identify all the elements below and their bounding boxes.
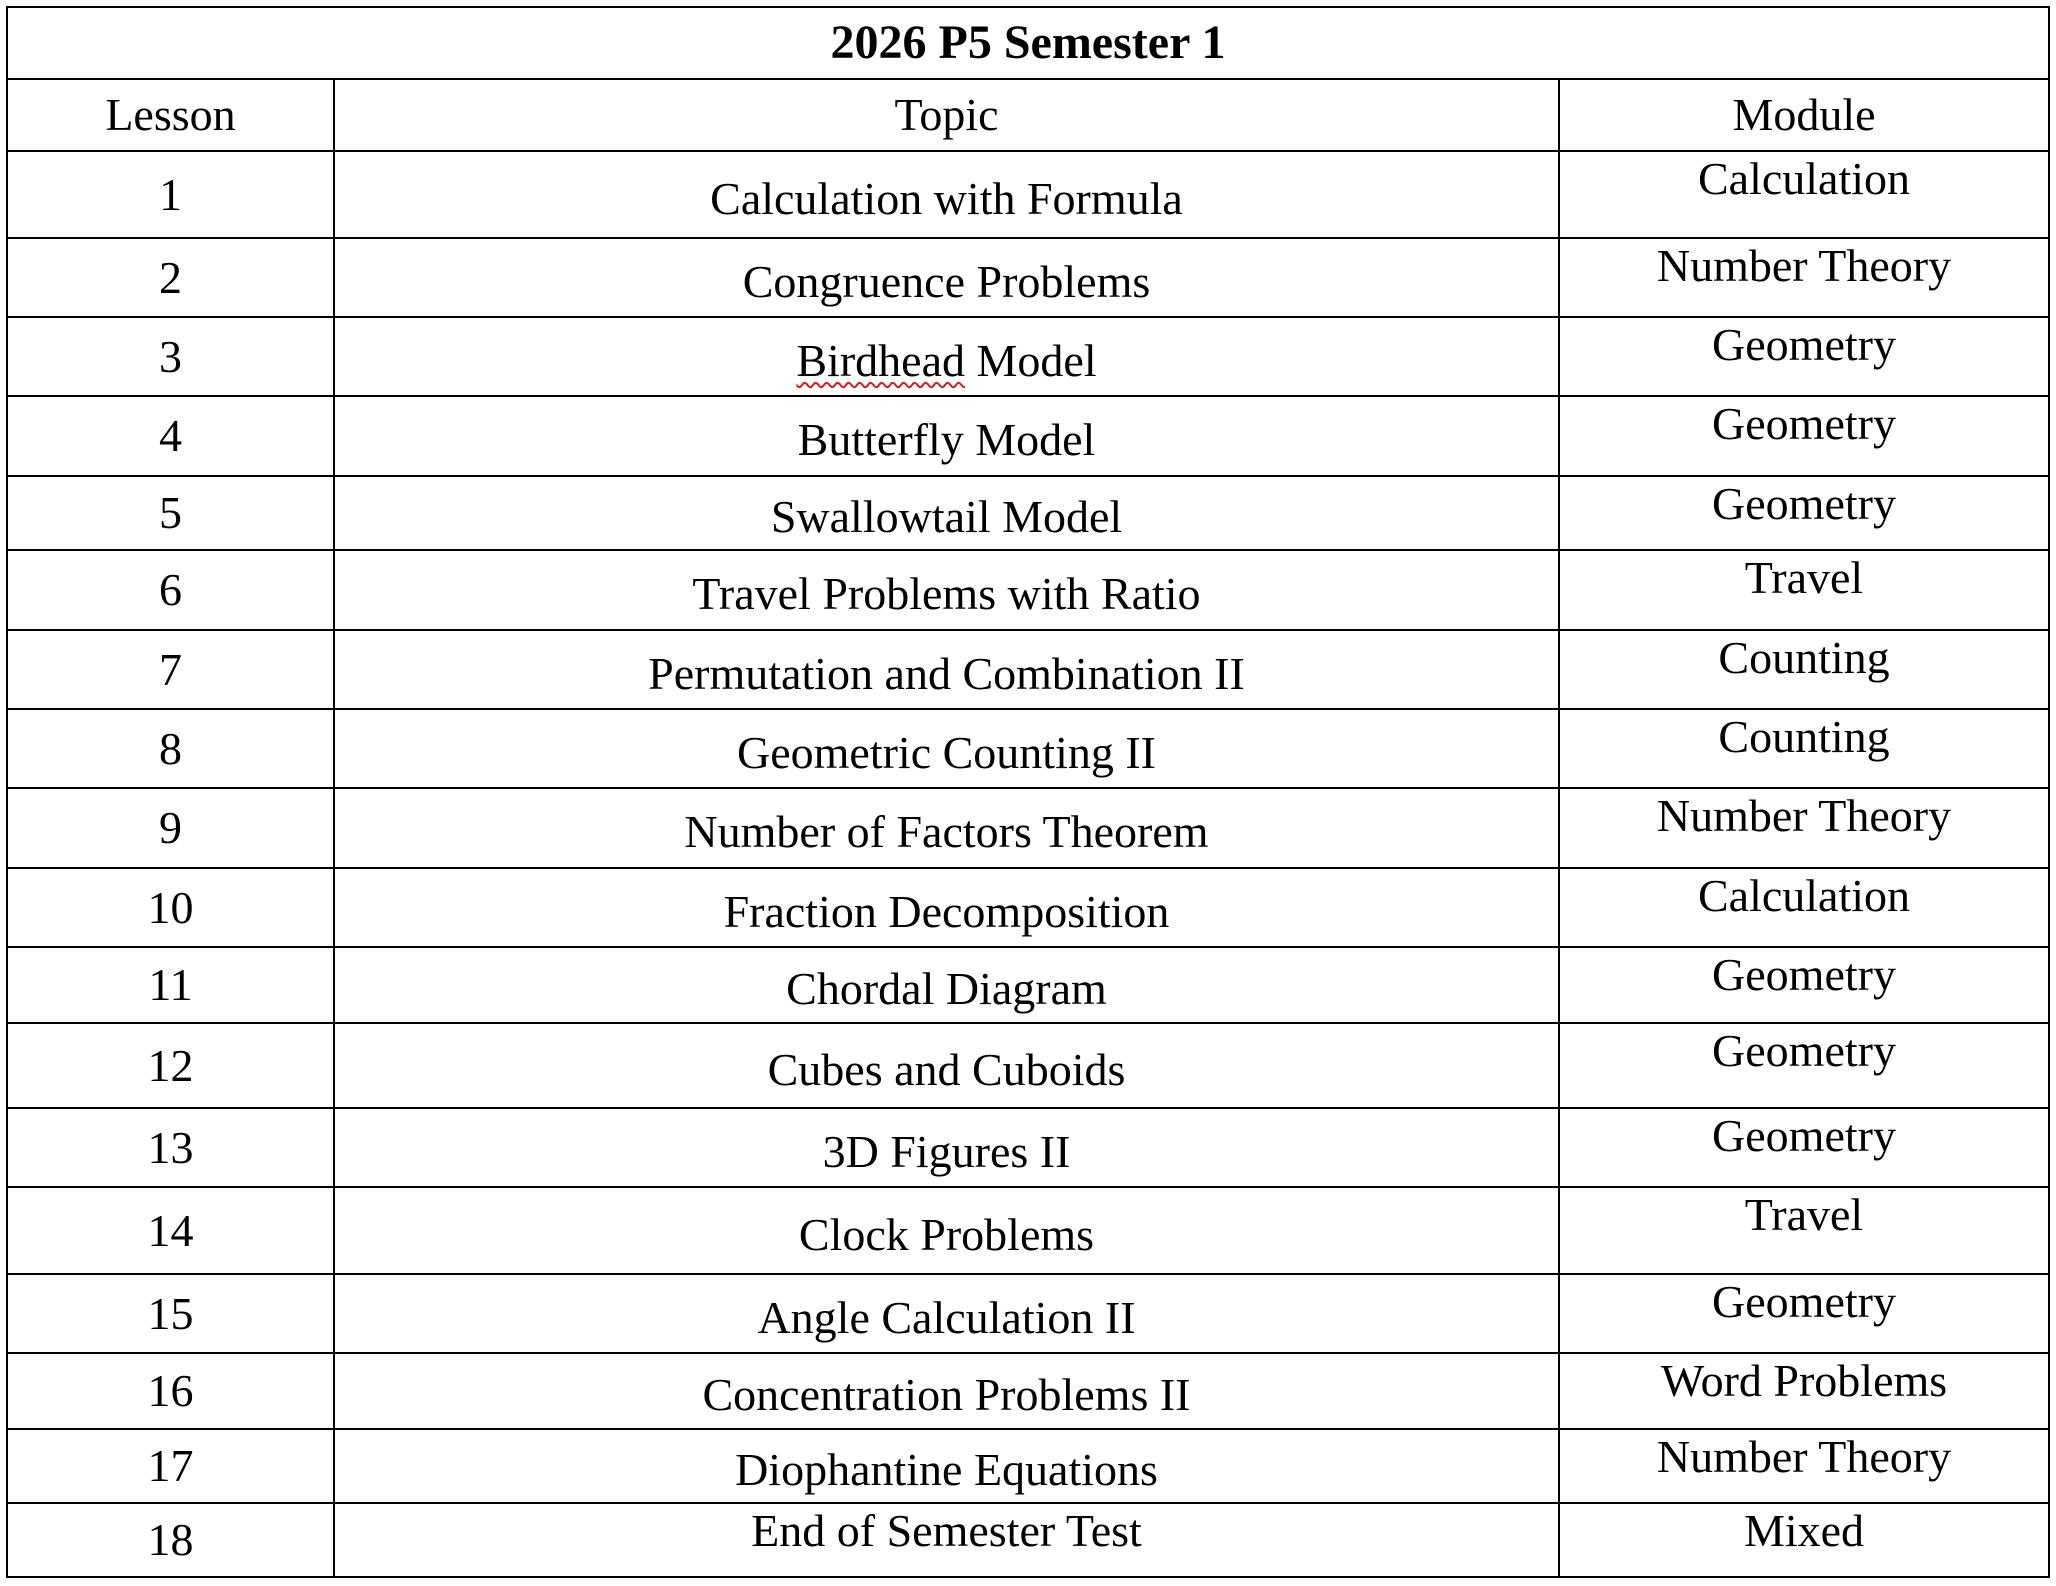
lesson-number: 4 (7, 396, 334, 476)
lesson-topic: Number of Factors Theorem (334, 788, 1559, 868)
lesson-module: Calculation (1559, 151, 2049, 238)
table-row (7, 1023, 2049, 1108)
lesson-module: Number Theory (1559, 238, 2049, 317)
lesson-module: Counting (1559, 709, 2049, 788)
table-row (7, 396, 2049, 476)
table-row (7, 476, 2049, 550)
lesson-topic: Cubes and Cuboids (334, 1023, 1559, 1108)
table-row (7, 1503, 2049, 1577)
lesson-topic: Travel Problems with Ratio (334, 550, 1559, 630)
table-row (7, 947, 2049, 1023)
table-row (7, 317, 2049, 396)
lesson-module: Calculation (1559, 868, 2049, 947)
lesson-number: 1 (7, 151, 334, 238)
lesson-number: 11 (7, 947, 334, 1023)
table-row (7, 868, 2049, 947)
lesson-topic: Permutation and Combination II (334, 630, 1559, 709)
table-row (7, 1274, 2049, 1353)
table-row (7, 709, 2049, 788)
lesson-module: Travel (1559, 550, 2049, 630)
lesson-number: 15 (7, 1274, 334, 1353)
table-row (7, 1353, 2049, 1429)
lesson-module: Travel (1559, 1187, 2049, 1274)
lesson-module: Geometry (1559, 396, 2049, 476)
lesson-topic: Swallowtail Model (334, 476, 1559, 550)
lesson-module: Geometry (1559, 476, 2049, 550)
table-row (7, 1108, 2049, 1187)
lesson-number: 16 (7, 1353, 334, 1429)
lesson-topic: Geometric Counting II (334, 709, 1559, 788)
lesson-topic: Calculation with Formula (334, 151, 1559, 238)
lesson-column-header: Lesson (7, 79, 334, 151)
lesson-topic (334, 317, 1559, 396)
lesson-module: Number Theory (1559, 1429, 2049, 1503)
lesson-topic: Chordal Diagram (334, 947, 1559, 1023)
lesson-topic: Diophantine Equations (334, 1429, 1559, 1503)
lesson-module: Word Problems (1559, 1353, 2049, 1429)
semester-schedule-table (6, 6, 2050, 1578)
lesson-number: 10 (7, 868, 334, 947)
table-row (7, 630, 2049, 709)
lesson-topic: 3D Figures II (334, 1108, 1559, 1187)
lesson-number: 9 (7, 788, 334, 868)
lesson-topic: End of Semester Test (334, 1503, 1559, 1577)
lesson-module: Geometry (1559, 1023, 2049, 1108)
lesson-topic: Angle Calculation II (334, 1274, 1559, 1353)
lesson-module: Number Theory (1559, 788, 2049, 868)
lesson-topic: Fraction Decomposition (334, 868, 1559, 947)
lesson-number: 2 (7, 238, 334, 317)
table-row (7, 1429, 2049, 1503)
table-row (7, 151, 2049, 238)
lesson-topic: Butterfly Model (334, 396, 1559, 476)
table-row (7, 238, 2049, 317)
lesson-module: Geometry (1559, 947, 2049, 1023)
table-title-row (7, 7, 2049, 79)
lesson-number: 13 (7, 1108, 334, 1187)
lesson-module: Geometry (1559, 317, 2049, 396)
module-column-header: Module (1559, 79, 2049, 151)
table-title: 2026 P5 Semester 1 (7, 7, 2049, 79)
table-row (7, 550, 2049, 630)
lesson-topic-rest: Model (965, 334, 1097, 386)
lesson-number: 12 (7, 1023, 334, 1108)
lesson-number: 6 (7, 550, 334, 630)
lesson-module: Geometry (1559, 1108, 2049, 1187)
lesson-topic: Concentration Problems II (334, 1353, 1559, 1429)
lesson-number: 5 (7, 476, 334, 550)
lesson-number: 8 (7, 709, 334, 788)
lesson-number: 14 (7, 1187, 334, 1274)
lesson-number: 7 (7, 630, 334, 709)
lesson-topic: Clock Problems (334, 1187, 1559, 1274)
lesson-number: 18 (7, 1503, 334, 1577)
lesson-topic: Congruence Problems (334, 238, 1559, 317)
lesson-number: 17 (7, 1429, 334, 1503)
lesson-number: 3 (7, 317, 334, 396)
lesson-module: Mixed (1559, 1503, 2049, 1577)
lesson-module: Counting (1559, 630, 2049, 709)
spellcheck-flagged-word: Birdhead (796, 334, 965, 386)
lesson-module: Geometry (1559, 1274, 2049, 1353)
table-header-row (7, 79, 2049, 151)
table-row (7, 1187, 2049, 1274)
topic-column-header: Topic (334, 79, 1559, 151)
table-row (7, 788, 2049, 868)
